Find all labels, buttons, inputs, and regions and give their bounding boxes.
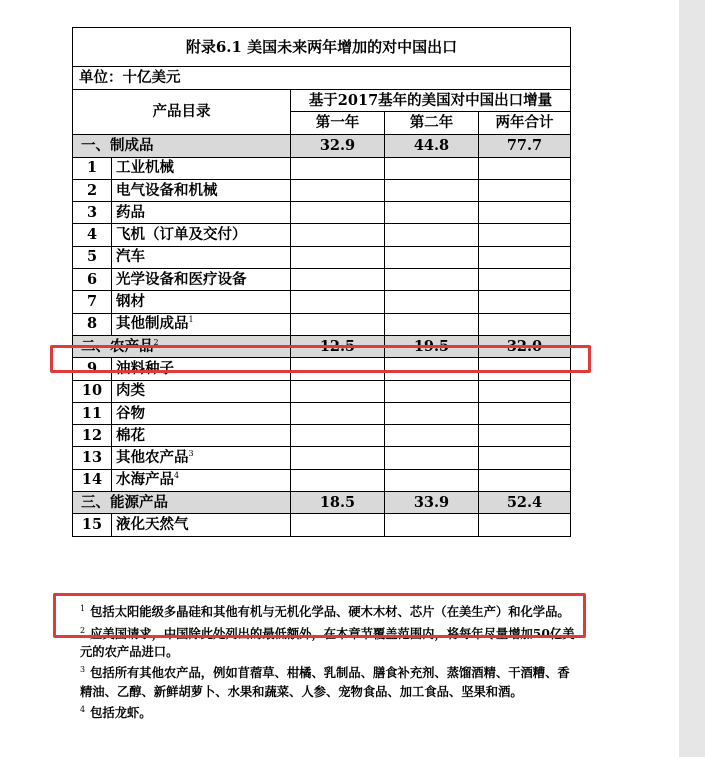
category-year1-value: 18.5 xyxy=(291,492,385,514)
item-name xyxy=(112,425,291,447)
footnote-marker: 3 xyxy=(188,449,194,459)
footnote-1: $^1$ 包括太阳能级多晶硅和其他有机与无机化学品、硬木木材、芯片（在美生产）和化学品。 xyxy=(80,604,570,620)
item-label: 其他制成品 xyxy=(116,315,189,333)
category-name xyxy=(73,492,291,514)
item-row xyxy=(73,402,571,424)
table-title: 附录6.1 美国未来两年增加的对中国出口 xyxy=(73,28,571,67)
category-year2-value: 44.8 xyxy=(385,135,479,157)
item-name xyxy=(112,179,291,201)
unit-label: 单位：十亿美元 xyxy=(73,67,571,90)
year1-header: 第一年 xyxy=(291,112,385,135)
empty-value-cell xyxy=(385,402,479,424)
empty-value-cell xyxy=(479,291,571,313)
footnote-marker: 1 xyxy=(188,315,194,325)
empty-value-cell xyxy=(479,179,571,201)
item-label: 谷物 xyxy=(116,404,145,422)
empty-value-cell xyxy=(479,246,571,268)
item-name xyxy=(112,246,291,268)
empty-value-cell xyxy=(385,157,479,179)
item-number: 11 xyxy=(73,402,112,424)
item-label: 棉花 xyxy=(116,426,145,444)
item-number: 6 xyxy=(73,269,112,291)
item-name xyxy=(112,291,291,313)
item-row xyxy=(73,514,571,536)
category-year1-value: 12.5 xyxy=(291,335,385,357)
empty-value-cell xyxy=(385,269,479,291)
category-year1-value: 32.9 xyxy=(291,135,385,157)
item-label: 油料种子 xyxy=(116,359,174,377)
item-name xyxy=(112,358,291,380)
empty-value-cell xyxy=(291,202,385,224)
item-row xyxy=(73,313,571,335)
empty-value-cell xyxy=(291,514,385,536)
empty-value-cell xyxy=(479,402,571,424)
item-number: 2 xyxy=(73,179,112,201)
item-name xyxy=(112,380,291,402)
footnote-3: $^3$ 包括所有其他农产品，例如苜蓿草、柑橘、乳制品、膳食补充剂、蒸馏酒精、干酒糟、香精油、乙醇、新鲜胡萝卜、水果和蔬菜、人参、宠物食品、加工食品、坚果和酒。 xyxy=(80,665,570,699)
item-label: 肉类 xyxy=(116,382,145,400)
category-name xyxy=(73,335,291,357)
empty-value-cell xyxy=(291,291,385,313)
empty-value-cell xyxy=(479,358,571,380)
item-label: 其他农产品 xyxy=(116,449,189,467)
empty-value-cell xyxy=(291,313,385,335)
item-label: 药品 xyxy=(116,203,145,221)
category-row xyxy=(73,135,571,157)
empty-value-cell xyxy=(291,469,385,491)
empty-value-cell xyxy=(291,402,385,424)
empty-value-cell xyxy=(479,425,571,447)
item-row xyxy=(73,447,571,469)
empty-value-cell xyxy=(385,514,479,536)
export-table xyxy=(72,27,571,537)
category-year2-value: 33.9 xyxy=(385,492,479,514)
empty-value-cell xyxy=(385,202,479,224)
category-row xyxy=(73,492,571,514)
empty-value-cell xyxy=(291,224,385,246)
item-row xyxy=(73,291,571,313)
item-row xyxy=(73,358,571,380)
category-name xyxy=(73,135,291,157)
product-column-header: 产品目录 xyxy=(73,90,291,135)
total-header: 两年合计 xyxy=(479,112,571,135)
item-name xyxy=(112,402,291,424)
footnotes xyxy=(80,600,580,723)
item-number: 5 xyxy=(73,246,112,268)
empty-value-cell xyxy=(479,202,571,224)
item-row xyxy=(73,224,571,246)
empty-value-cell xyxy=(385,224,479,246)
category-year2-value: 19.5 xyxy=(385,335,479,357)
empty-value-cell xyxy=(479,313,571,335)
empty-value-cell xyxy=(385,447,479,469)
item-name xyxy=(112,202,291,224)
footnote-marker: 2 xyxy=(153,337,159,347)
item-number: 12 xyxy=(73,425,112,447)
category-label: 二、农产品 xyxy=(81,337,154,355)
item-row xyxy=(73,246,571,268)
item-row xyxy=(73,425,571,447)
empty-value-cell xyxy=(385,246,479,268)
empty-value-cell xyxy=(291,246,385,268)
item-number: 13 xyxy=(73,447,112,469)
item-row xyxy=(73,179,571,201)
empty-value-cell xyxy=(385,313,479,335)
empty-value-cell xyxy=(385,425,479,447)
item-name xyxy=(112,269,291,291)
item-label: 电气设备和机械 xyxy=(116,181,218,199)
empty-value-cell xyxy=(479,380,571,402)
category-total-value: 32.0 xyxy=(479,335,571,357)
category-row xyxy=(73,335,571,357)
empty-value-cell xyxy=(479,157,571,179)
year2-header: 第二年 xyxy=(385,112,479,135)
item-number: 1 xyxy=(73,157,112,179)
item-row xyxy=(73,269,571,291)
empty-value-cell xyxy=(385,291,479,313)
category-label: 三、能源产品 xyxy=(81,493,168,511)
item-label: 液化天然气 xyxy=(116,515,189,533)
empty-value-cell xyxy=(385,380,479,402)
item-name xyxy=(112,469,291,491)
category-label: 一、制成品 xyxy=(81,136,154,154)
category-total-value: 77.7 xyxy=(479,135,571,157)
empty-value-cell xyxy=(385,358,479,380)
item-label: 飞机（订单及交付） xyxy=(116,226,247,244)
item-number: 7 xyxy=(73,291,112,313)
item-name xyxy=(112,514,291,536)
item-name xyxy=(112,224,291,246)
footnote-4: $^4$ 包括龙虾。 xyxy=(80,705,152,721)
empty-value-cell xyxy=(385,179,479,201)
item-name xyxy=(112,313,291,335)
empty-value-cell xyxy=(291,425,385,447)
empty-value-cell xyxy=(291,358,385,380)
footnote-2: $^2$ 应美国请求，中国除此处列出的最低额外，在本章节覆盖范围内，将每年尽量增加50亿美元的农产品进口。 xyxy=(80,625,575,659)
item-label: 光学设备和医疗设备 xyxy=(116,270,247,288)
footnote-marker: 4 xyxy=(174,471,180,481)
empty-value-cell xyxy=(479,447,571,469)
empty-value-cell xyxy=(479,514,571,536)
item-number: 10 xyxy=(73,380,112,402)
export-increment-header: 基于2017基年的美国对中国出口增量 xyxy=(291,90,571,112)
item-number: 8 xyxy=(73,313,112,335)
item-row xyxy=(73,202,571,224)
empty-value-cell xyxy=(291,157,385,179)
empty-value-cell xyxy=(479,224,571,246)
item-label: 水海产品 xyxy=(116,471,174,489)
item-label: 钢材 xyxy=(116,293,145,311)
item-number: 3 xyxy=(73,202,112,224)
viewer-scroll-gutter[interactable] xyxy=(679,0,705,757)
item-name xyxy=(112,157,291,179)
empty-value-cell xyxy=(291,179,385,201)
empty-value-cell xyxy=(291,447,385,469)
empty-value-cell xyxy=(291,380,385,402)
item-number: 4 xyxy=(73,224,112,246)
empty-value-cell xyxy=(479,469,571,491)
category-total-value: 52.4 xyxy=(479,492,571,514)
item-row xyxy=(73,380,571,402)
item-label: 工业机械 xyxy=(116,159,174,177)
empty-value-cell xyxy=(479,269,571,291)
item-row xyxy=(73,469,571,491)
item-number: 14 xyxy=(73,469,112,491)
item-label: 汽车 xyxy=(116,248,145,266)
empty-value-cell xyxy=(385,469,479,491)
empty-value-cell xyxy=(291,269,385,291)
item-row xyxy=(73,157,571,179)
item-name xyxy=(112,447,291,469)
item-number: 9 xyxy=(73,358,112,380)
item-number: 15 xyxy=(73,514,112,536)
